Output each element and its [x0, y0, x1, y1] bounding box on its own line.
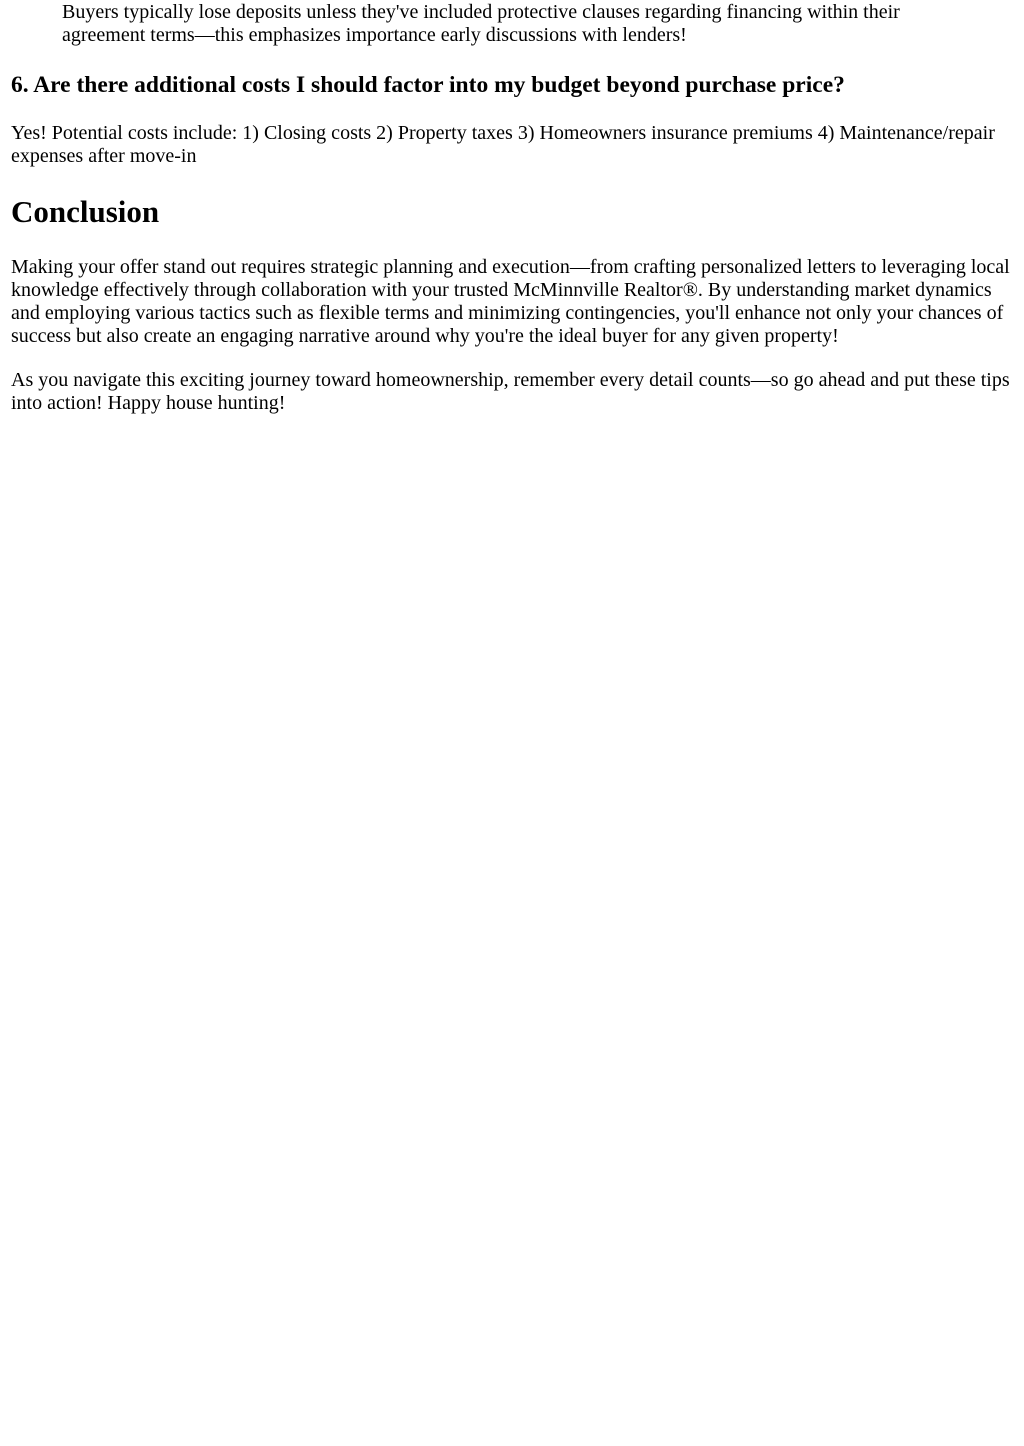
conclusion-paragraph-1: Making your offer stand out requires strategic planning and execution—from crafting personalized letters to leveraging local knowledge effectively through collaboration with your trusted McMinnville Realtor®. By understanding market dynamics and employing various tactics such as flexible terms and minimizing contingencies, you'll enhance not only your chances of success but also create an engaging narrative around why you're the ideal buyer for any given property!: [11, 256, 1010, 347]
conclusion-heading: Conclusion: [11, 194, 160, 229]
faq-answer-6: Yes! Potential costs include: 1) Closing costs 2) Property taxes 3) Homeowners insurance premiums 4) Maintenance/repair expenses after move-in: [11, 122, 995, 167]
conclusion-paragraph-2: As you navigate this exciting journey toward homeownership, remember every detail counts—so go ahead and put these tips into action! Happy house hunting!: [11, 369, 1010, 414]
faq-previous-answer: Buyers typically lose deposits unless they've included protective clauses regarding financing within their agreement terms—this emphasizes importance early discussions with lenders!: [62, 1, 900, 46]
faq-question-6: 6. Are there additional costs I should factor into my budget beyond purchase price?: [11, 72, 845, 98]
